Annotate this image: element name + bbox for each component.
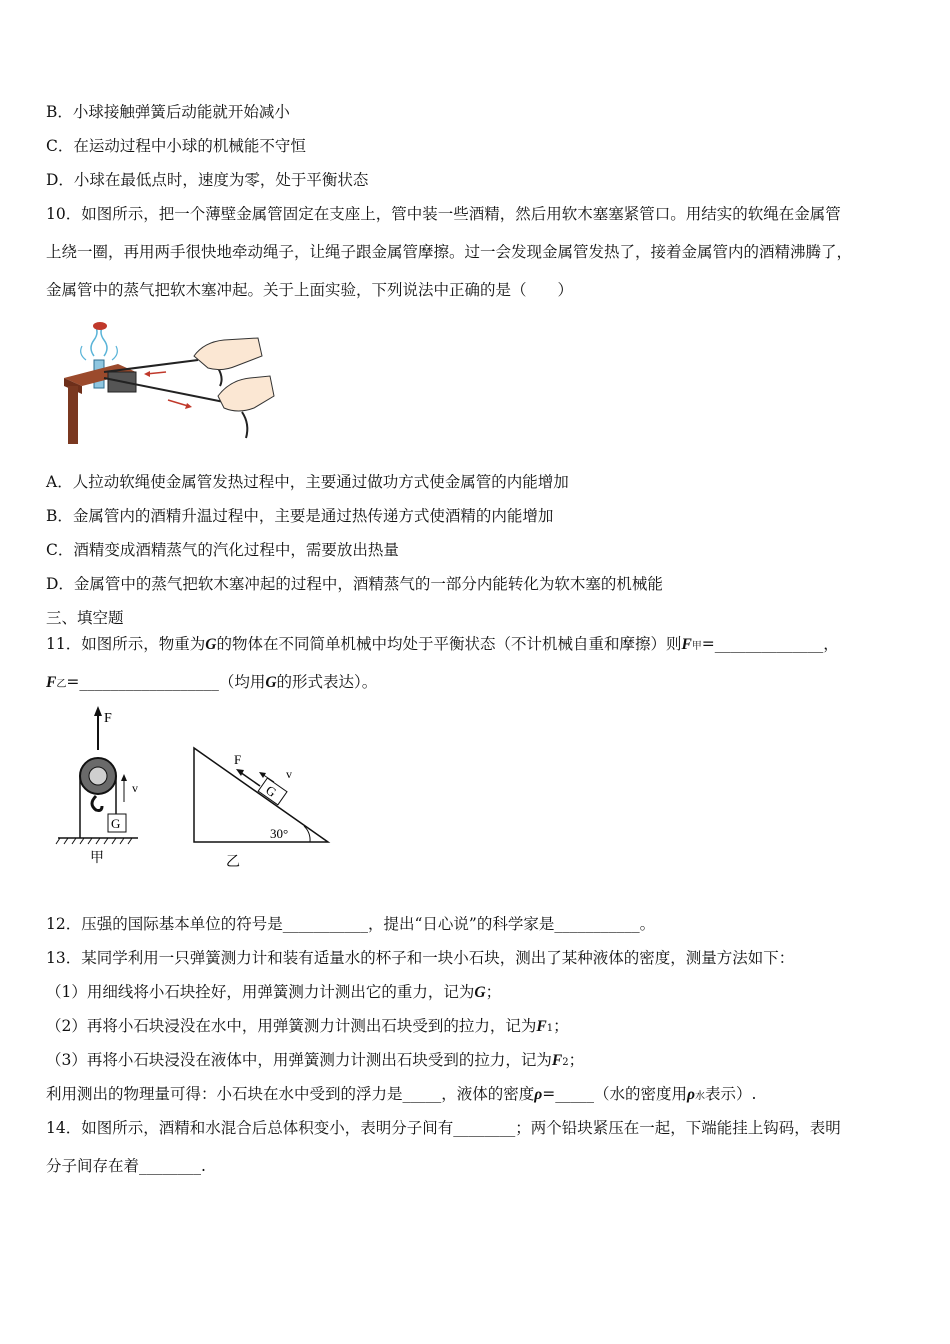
q9-option-c: C．在运动过程中小球的机械能不守恒 xyxy=(46,137,306,155)
q13-step3: （3）再将小石块浸没在液体中，用弹簧测力计测出石块受到的拉力，记为F2； xyxy=(46,1051,585,1069)
q13-stem: 13．某同学利用一只弹簧测力计和装有适量水的杯子和一块小石块，测出了某种液体的密度，测量方法如下： xyxy=(46,949,795,967)
q14-stem-line2: 分子间存在着________. xyxy=(46,1157,206,1175)
q9-option-b: B．小球接触弹簧后动能就开始减小 xyxy=(46,103,290,121)
q10-stem-line2: 上绕一圈，再用两手很快地牵动绳子，让绳子跟金属管摩擦。过一会发现金属管发热了，接着金属管内的酒精沸腾了， xyxy=(46,243,853,261)
q11-stem-line2: F乙=__________________（均用G的形式表达）。 xyxy=(46,673,378,691)
q12-stem: 12．压强的国际基本单位的符号是___________，提出“日心说”的科学家是___________。 xyxy=(46,915,656,933)
q13-result: 利用测出的物理量可得：小石块在水中受到的浮力是_____，液体的密度ρ=_____（水的密度用ρ水表示）. xyxy=(46,1085,757,1103)
incline-force-label: F xyxy=(234,752,242,767)
incline-angle-label: 30° xyxy=(270,826,289,841)
q10-option-a: A．人拉动软绳使金属管发热过程中，主要通过做功方式使金属管的内能增加 xyxy=(46,473,569,491)
q9-option-d: D．小球在最低点时，速度为零，处于平衡状态 xyxy=(46,171,369,189)
q11-figure xyxy=(54,706,344,870)
q14-stem-line1: 14．如图所示，酒精和水混合后总体积变小，表明分子间有________；两个铅块紧压在一起，下端能挂上钩码，表明 xyxy=(46,1119,841,1137)
incline-caption: 乙 xyxy=(226,855,240,870)
q11-stem-line1: 11．如图所示，物重为G的物体在不同简单机械中均处于平衡状态（不计机械自重和摩擦）则F甲=______________， xyxy=(46,635,839,653)
section-heading: 三、填空题 xyxy=(46,609,124,627)
q10-option-d: D．金属管中的蒸气把软木塞冲起的过程中，酒精蒸气的一部分内能转化为软木塞的机械能 xyxy=(46,575,663,593)
incline-weight-label: G xyxy=(263,782,280,800)
q13-step1: （1）用细线将小石块拴好，用弹簧测力计测出它的重力，记为G； xyxy=(46,983,502,1001)
q10-figure xyxy=(58,316,278,448)
q13-step2: （2）再将小石块浸没在水中，用弹簧测力计测出石块受到的拉力，记为F1； xyxy=(46,1017,569,1035)
pulley-velocity-label: v xyxy=(132,781,138,795)
pulley-weight-label: G xyxy=(111,816,121,831)
q10-option-c: C．酒精变成酒精蒸气的汽化过程中，需要放出热量 xyxy=(46,541,399,559)
q10-stem-line1: 10．如图所示，把一个薄壁金属管固定在支座上，管中装一些酒精，然后用软木塞塞紧管口。用结实的软绳在金属管 xyxy=(46,205,841,223)
pulley-force-label: F xyxy=(104,711,112,726)
q10-option-b: B．金属管内的酒精升温过程中，主要是通过热传递方式使酒精的内能增加 xyxy=(46,507,554,525)
q10-stem-line3: 金属管中的蒸气把软木塞冲起。关于上面实验，下列说法中正确的是（ ） xyxy=(46,281,574,299)
incline-velocity-label: v xyxy=(286,767,292,781)
pulley-caption: 甲 xyxy=(90,851,104,866)
